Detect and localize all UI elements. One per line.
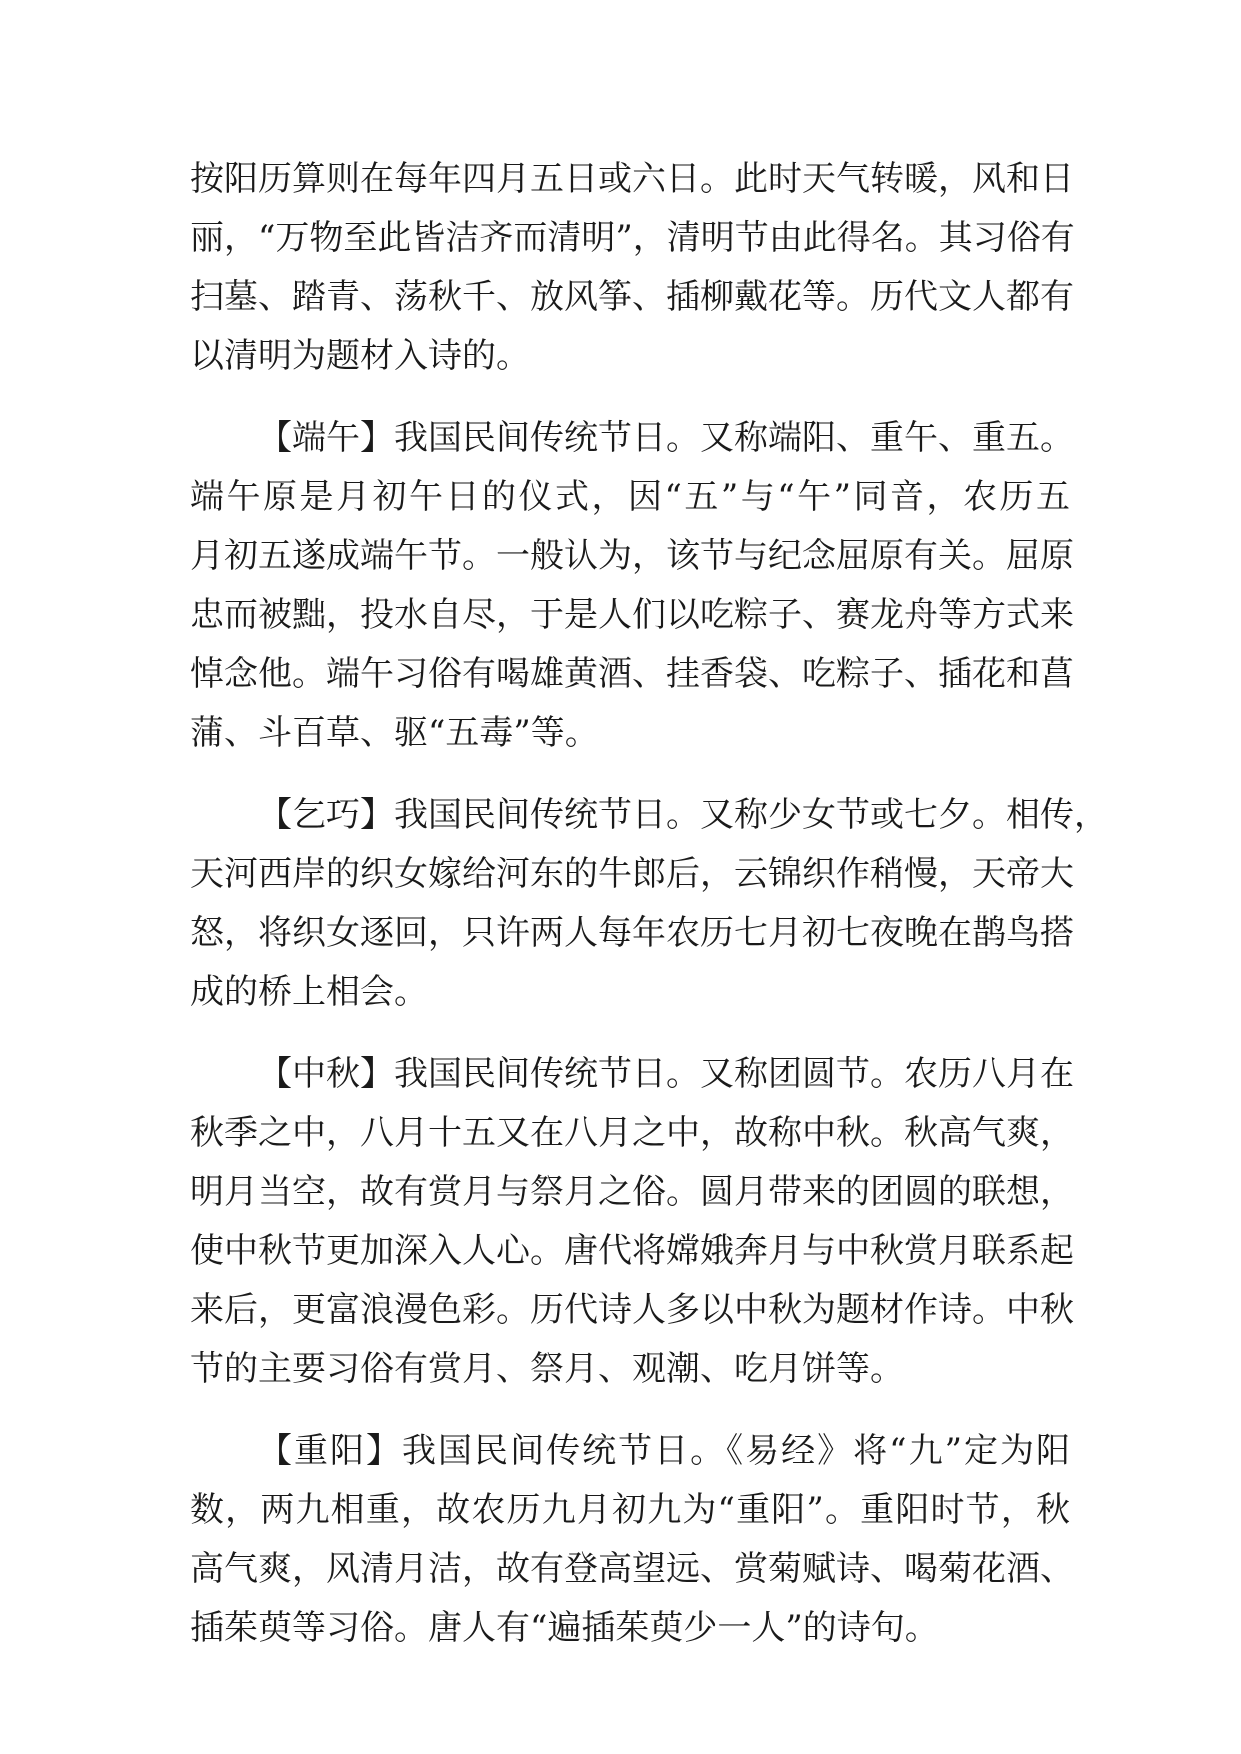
text-line: 来后，更富浪漫色彩。历代诗人多以中秋为题材作诗。中秋	[190, 1290, 1074, 1330]
text-line: 忠而被黜，投水自尽，于是人们以吃粽子、赛龙舟等方式来	[190, 595, 1074, 635]
text-line: 【乞巧】我国民间传统节日。又称少女节或七夕。相传，	[258, 795, 1108, 835]
text-line: 数，两九相重，故农历九月初九为“重阳”。重阳时节，秋	[190, 1490, 1070, 1530]
text-line: 插茱萸等习俗。唐人有“遍插茱萸少一人”的诗句。	[190, 1608, 939, 1648]
text-line: 以清明为题材入诗的。	[190, 336, 530, 376]
text-line: 【端午】我国民间传统节日。又称端阳、重午、重五。	[258, 418, 1074, 458]
document-page	[190, 150, 1108, 1658]
paragraph-qingming-continued	[190, 150, 1075, 386]
text-line: 秋季之中，八月十五又在八月之中，故称中秋。秋高气爽，	[190, 1113, 1074, 1153]
paragraph-qiqiao	[190, 786, 1108, 1022]
paragraph-chongyang	[190, 1422, 1074, 1658]
text-line: 【重阳】我国民间传统节日。《易经》将“九”定为阳	[258, 1431, 1070, 1471]
text-line: 怒，将织女逐回，只许两人每年农历七月初七夜晚在鹊鸟搭	[190, 913, 1074, 953]
text-line: 节的主要习俗有赏月、祭月、观潮、吃月饼等。	[190, 1349, 904, 1389]
text-line: 天河西岸的织女嫁给河东的牛郎后，云锦织作稍慢，天帝大	[190, 854, 1074, 894]
text-line: 高气爽，风清月洁，故有登高望远、赏菊赋诗、喝菊花酒、	[190, 1549, 1074, 1589]
text-line: 扫墓、踏青、荡秋千、放风筝、插柳戴花等。历代文人都有	[190, 277, 1074, 317]
text-line: 月初五遂成端午节。一般认为，该节与纪念屈原有关。屈原	[190, 536, 1074, 576]
text-line: 丽，“万物至此皆洁齐而清明”，清明节由此得名。其习俗有	[190, 218, 1075, 258]
text-line: 端午原是月初午日的仪式，因“五”与“午”同音，农历五	[190, 477, 1070, 517]
paragraph-duanwu	[190, 409, 1074, 763]
text-line: 成的桥上相会。	[190, 972, 428, 1012]
text-line: 【中秋】我国民间传统节日。又称团圆节。农历八月在	[258, 1054, 1074, 1094]
text-line: 明月当空，故有赏月与祭月之俗。圆月带来的团圆的联想，	[190, 1172, 1074, 1212]
text-line: 使中秋节更加深入人心。唐代将嫦娥奔月与中秋赏月联系起	[190, 1231, 1074, 1271]
text-line: 蒲、斗百草、驱“五毒”等。	[190, 713, 599, 753]
text-line: 悼念他。端午习俗有喝雄黄酒、挂香袋、吃粽子、插花和菖	[190, 654, 1074, 694]
text-line: 按阳历算则在每年四月五日或六日。此时天气转暖，风和日	[190, 159, 1074, 199]
paragraph-zhongqiu	[190, 1045, 1074, 1399]
